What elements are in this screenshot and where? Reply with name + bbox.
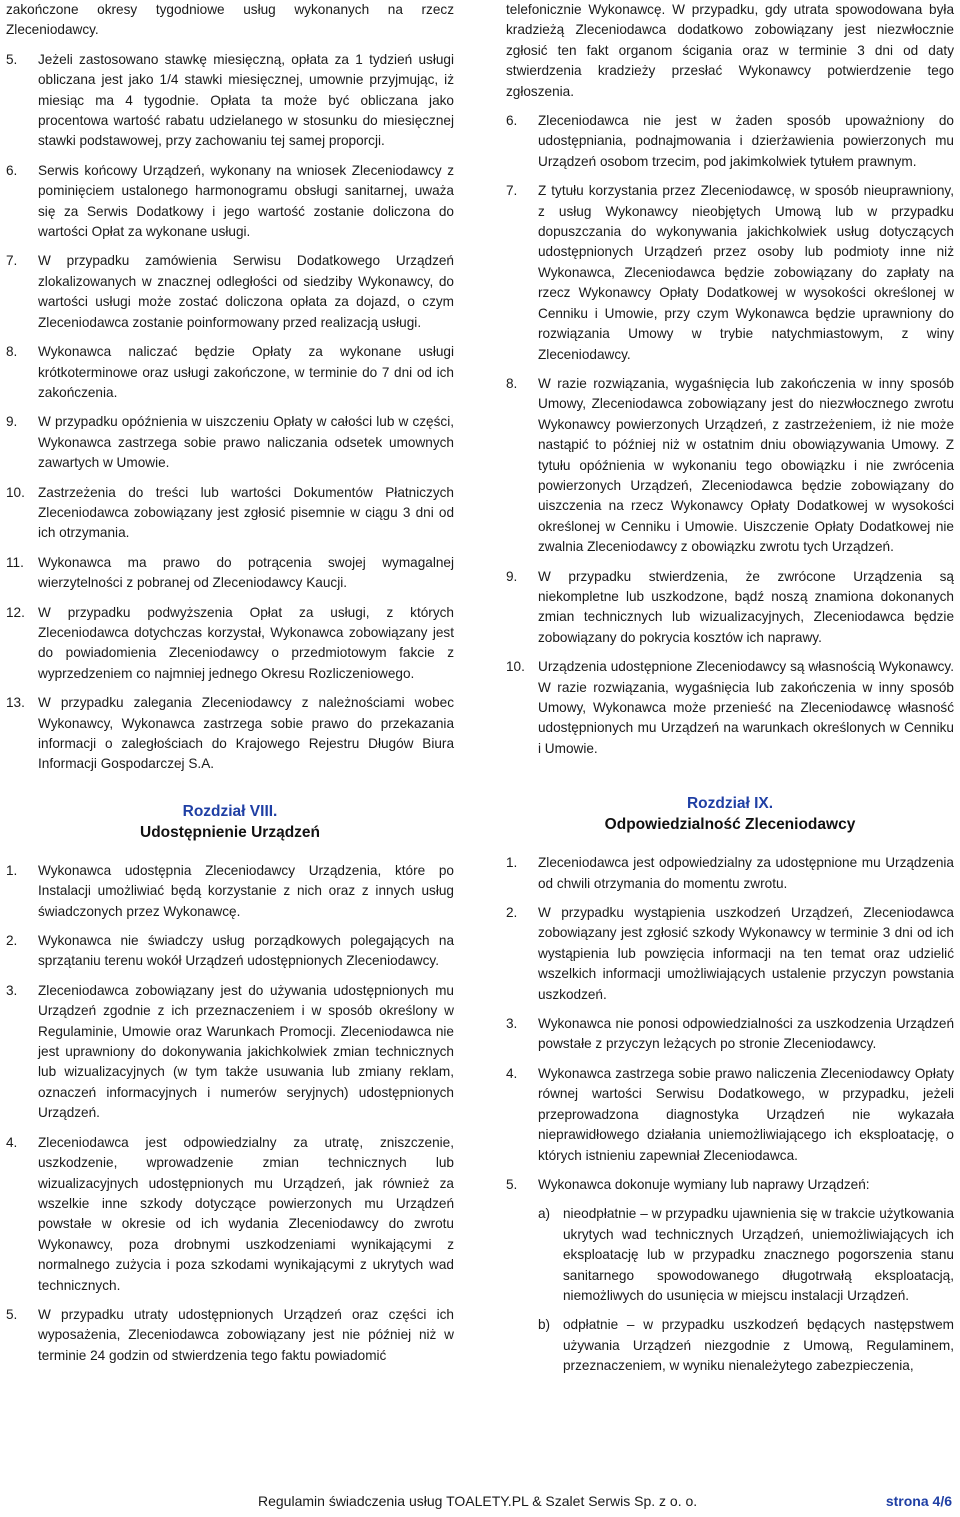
item-text: W razie rozwiązania, wygaśnięcia lub zakończenia w inny sposób Umowy, Zleceniodawca zobowiązany jest do niezwłocznego zwrotu Wykonawcy powierzonych Urządzeń, z zastrzeżeniem, iż nie może nastąpić to później niż w ostatnim dniu obowiązywania Umowy. Z tytułu opóźnienia w wykonaniu tego obowiązku i nie zwrócenia powierzonych Urządzeń, Zleceniodawca będzie zobowiązany do uiszczenia na rzecz Wykonawcy Opłaty Dodatkowej w wysokości określonej w Cenniku i Umowie. Uiszczenie Opłaty Dodatkowej nie zwalnia Zleceniodawcy z obowiązku zwrotu tych Urządzeń. (538, 375, 954, 555)
item-number: 12. (6, 604, 25, 620)
sub-item-letter: b) (538, 1317, 551, 1333)
item-number: 4. (6, 1134, 18, 1150)
item-number: 6. (506, 113, 518, 129)
list-item (506, 181, 954, 365)
item-number: 5. (6, 51, 18, 67)
item-number: 9. (6, 414, 18, 430)
left-column (6, 0, 454, 1375)
left-continuation: zakończone okresy tygodniowe usług wykonanych na rzecz Zleceniodawcy. (6, 2, 454, 38)
item-text: Wykonawca nie ponosi odpowiedzialności za uszkodzenia Urządzeń powstałe z przyczyn leżących po stronie Zleceniodawcy. (538, 1016, 954, 1052)
sub-item-text: nieodpłatnie – w przypadku ujawnienia się w trakcie użytkowania ukrytych wad technicznych Urządzeń, uniemożliwiających ich eksploatację lub w przypadku znacznego pogorszenia stanu sanitarnego spowodowanego długotrwałą eksploatacją, niemożliwych do usunięcia w miejscu instalacji Urządzeń. (563, 1206, 954, 1303)
item-number: 8. (506, 375, 518, 391)
item-number: 3. (6, 982, 18, 998)
sub-item-letter: a) (538, 1206, 551, 1222)
page-number: strona 4/6 (885, 1493, 952, 1509)
list-item (6, 483, 454, 544)
list-item (506, 903, 954, 1005)
item-text: W przypadku zalegania Zleceniodawcy z należnościami wobec Wykonawcy, Wykonawca zastrzega sobie prawo do przekazania informacji o zaległościach do Krajowego Rejestru Długów Biura Informacji Gospodarczej S.A. (38, 695, 454, 772)
item-text: W przypadku podwyższenia Opłat za usługi, z których Zleceniodawca dotychczas korzystał, Wykonawca zobowiązany jest do powiadomienia Zleceniodawcy o przedmiotowym fakcie z wyprzedzeniem co najmniej jednego Okresu Rozliczeniowego. (38, 604, 454, 681)
item-text: Wykonawca ma prawo do potrącenia swojej wymagalnej wierzytelności z pobranej od Zleceniodawcy Kaucji. (38, 554, 454, 591)
list-item (6, 861, 454, 922)
chapter-title: Odpowiedzialność Zleceniodawcy (604, 816, 856, 834)
item-number: 11. (6, 554, 24, 570)
footer-text: Regulamin świadczenia usług TOALETY.PL & Szalet Serwis Sp. z o. o. (258, 1493, 698, 1509)
list-item (506, 1014, 954, 1055)
item-text: Wykonawca zastrzega sobie prawo naliczenia Zleceniodawcy Opłaty równej wartości Serwisu Dodatkowego, w przypadku, jeżeli przeprowadzona diagnostyka Urządzeń nie wykazała nieprawidłowego działania uniemożliwiającego ich eksploatację, o których istnieniu zapewniał Zleceniodawca. (538, 1065, 954, 1163)
item-number: 6. (6, 162, 18, 178)
right-continuation: telefonicznie Wykonawcę. W przypadku, gdy utrata spowodowana była kradzieżą Zleceniodawca dodatkowo zobowiązany jest niezwłocznie zgłosić ten fakt organom ścigania oraz w terminie 3 dni od daty stwierdzenia kradzieży przesłać Wykonawcy potwierdzenie tego zgłoszenia. (506, 2, 954, 99)
sub-item (538, 1315, 954, 1376)
item-number: 8. (6, 344, 18, 360)
item-text: Urządzenia udostępnione Zleceniodawcy są własnością Wykonawcy. W razie rozwiązania, wygaśnięcia lub zakończenia w inny sposób Umowy, Wykonawca może przenieść na Zleceniodawcę własność udostępnionych mu Urządzeń na warunkach określonych w Cenniku i Umowie. (538, 659, 954, 756)
item-text: Zleceniodawca nie jest w żaden sposób upoważniony do udostępniania, podnajmowania i dzierżawienia powierzonych mu Urządzeń osobom trzecim, pod jakimkolwiek tytułem prawnym. (538, 113, 954, 169)
chapter-title: Udostępnienie Urządzeń (140, 823, 320, 841)
sub-item-text: odpłatnie – w przypadku uszkodzeń będących następstwem używania Urządzeń niezgodnie z Umową, Regulaminem, przeznaczeniem, w wyniku nienależytego zabezpieczenia, (563, 1317, 954, 1374)
sub-item (538, 1204, 954, 1306)
item-number: 2. (6, 933, 18, 949)
chapter-label: Rozdział IX. (686, 795, 774, 813)
list-item (506, 111, 954, 172)
list-item (506, 657, 954, 759)
item-text: Zleceniodawca zobowiązany jest do używania udostępnionych mu Urządzeń zgodnie z ich przeznaczeniem i w sposób określony w Regulaminie, Umowie oraz Warunkach Promocji. Zleceniodawca nie jest uprawniony do dokonywania jakichkolwiek zmian technicznych lub wizualizacyjnych (w tym także usuwania lub zmiany reklam, oznaczeń informacyjnych i numerów seryjnych) udostępnionych Urządzeń. (38, 982, 454, 1121)
list-item (6, 981, 454, 1124)
list-item (6, 412, 454, 473)
item-text: Zleceniodawca jest odpowiedzialny za utratę, zniszczenie, uszkodzenie, wprowadzenie zmian technicznych lub wizualizacyjnych udostępnionych mu Urządzeń, jak również za wszelkie inne szkody dotyczące powierzonych mu Urządzeń powstałe w okresie od ich wydania Zleceniodawcy do zwrotu Wykonawcy, poza drobnymi uszkodzeniami wynikającymi z normalnego zużycia i poza szkodami wynikającymi z ukrytych wad technicznych. (38, 1134, 454, 1293)
item-text: W przypadku wystąpienia uszkodzeń Urządzeń, Zleceniodawca zobowiązany jest zgłosić szkody Wykonawcy w terminie 3 dni od ich wystąpienia lub powzięcia informacji na ten temat oraz udzielić wszelkich informacji umożliwiających ustalenie przyczyn powstania uszkodzeń. (538, 905, 954, 1002)
list-item (506, 853, 954, 894)
item-text: Z tytułu korzystania przez Zleceniodawcę, w sposób nieuprawniony, z usług Wykonawcy nieobjętych Umową lub w przypadku dopuszczania do wykonywania jakichkolwiek usług dotyczących udostępnionych Urządzeń przez osoby lub podmioty inne niż Wykonawca, Zleceniodawca będzie zobowiązany do zapłaty na rzecz Wykonawcy Opłaty Dodatkowej w wysokości określonej w Cenniku i Umowie, przy czym Wykonawca będzie uprawniony do rozwiązania Umowy w trybie natychmiastowym, z winy Zleceniodawcy. (538, 183, 954, 362)
item-text: W przypadku opóźnienia w uiszczeniu Opłaty w całości lub w części, Wykonawca zastrzega sobie prawo naliczania odsetek umownych zawartych w Umowie. (38, 414, 454, 471)
list-item (6, 342, 454, 403)
item-number: 10. (506, 659, 525, 675)
list-item (6, 603, 454, 685)
item-number: 13. (6, 695, 25, 711)
chapter-heading (6, 801, 454, 843)
list-item (6, 693, 454, 775)
item-number: 5. (506, 1176, 518, 1192)
item-text: Serwis końcowy Urządzeń, wykonany na wniosek Zleceniodawcy z pominięciem ustalonego harmonogramu obsługi sanitarnej, uważa się za Serwis Dodatkowy i jego wartość zostanie doliczona do wartości Opłat za wykonane usługi. (38, 162, 454, 240)
chapter-label: Rozdział VIII. (182, 802, 278, 820)
item-number: 9. (506, 568, 518, 584)
item-text: Wykonawca nie świadczy usług porządkowych polegających na sprzątaniu terenu wokół Urządzeń udostępnionych Zleceniodawcy. (38, 933, 454, 969)
item-number: 2. (506, 905, 518, 921)
item-text: Wykonawca dokonuje wymiany lub naprawy Urządzeń: (538, 1176, 870, 1192)
item-number: 5. (6, 1306, 18, 1322)
list-item (6, 1305, 454, 1366)
list-item (6, 251, 454, 333)
right-column (506, 0, 954, 1386)
chapter-heading (506, 793, 954, 835)
item-text: Zastrzeżenia do treści lub wartości Dokumentów Płatniczych Zleceniodawca zobowiązany jest zgłosić pisemnie w ciągu 3 dni od ich otrzymania. (38, 484, 454, 541)
item-text: W przypadku zamówienia Serwisu Dodatkowego Urządzeń zlokalizowanych w znacznej odległości od siedziby Wykonawcy, do wartości usługi może zostać doliczona opłata za dojazd, o czym Zleceniodawca zostanie poinformowany przed realizacją usługi. (38, 253, 454, 330)
item-text: W przypadku stwierdzenia, że zwrócone Urządzenia są niekompletne lub uszkodzone, bądź noszą znamiona dokonanych zmian technicznych lub wizualizacyjnych, Zleceniodawca będzie zobowiązany do pokrycia kosztów ich naprawy. (538, 568, 954, 645)
item-text: Wykonawca naliczać będzie Opłaty za wykonane usługi krótkoterminowe oraz usługi zakończone, w terminie do 7 dni od ich zakończenia. (38, 344, 454, 400)
item-number: 1. (506, 855, 518, 871)
list-item (6, 1133, 454, 1296)
list-item (6, 50, 454, 152)
item-text: Zleceniodawca jest odpowiedzialny za udostępnione mu Urządzenia od chwili otrzymania do momentu zwrotu. (538, 855, 954, 891)
item-number: 3. (506, 1016, 518, 1032)
list-item (6, 161, 454, 243)
item-text: Wykonawca udostępnia Zleceniodawcy Urządzenia, które po Instalacji umożliwiać będą korzystanie z nich oraz z innych usług świadczonych przez Wykonawcę. (38, 862, 454, 919)
item-text: W przypadku utraty udostępnionych Urządzeń oraz części ich wyposażenia, Zleceniodawca zobowiązany jest nie później niż w terminie 24 godzin od stwierdzenia tego faktu powiadomić (38, 1306, 454, 1363)
list-item (506, 374, 954, 558)
item-number: 7. (6, 253, 18, 269)
list-item (6, 931, 454, 972)
list-item (506, 567, 954, 649)
list-item (506, 1175, 954, 1195)
item-text: Jeżeli zastosowano stawkę miesięczną, opłata za 1 tydzień usługi obliczana jest jako 1/4 stawki miesięcznej, umownie przyjmując, iż miesiąc ma 4 tygodnie. Opłata ta może być obliczana jako procentowa wartość rabatu udzielanego w stosunku do miesięcznej stawki podstawowej, przy zachowaniu tej samej proporcji. (38, 51, 454, 149)
list-item (506, 1064, 954, 1166)
item-number: 10. (6, 484, 25, 500)
list-item (6, 553, 454, 594)
item-number: 7. (506, 183, 518, 199)
item-number: 1. (6, 862, 18, 878)
item-number: 4. (506, 1065, 518, 1081)
